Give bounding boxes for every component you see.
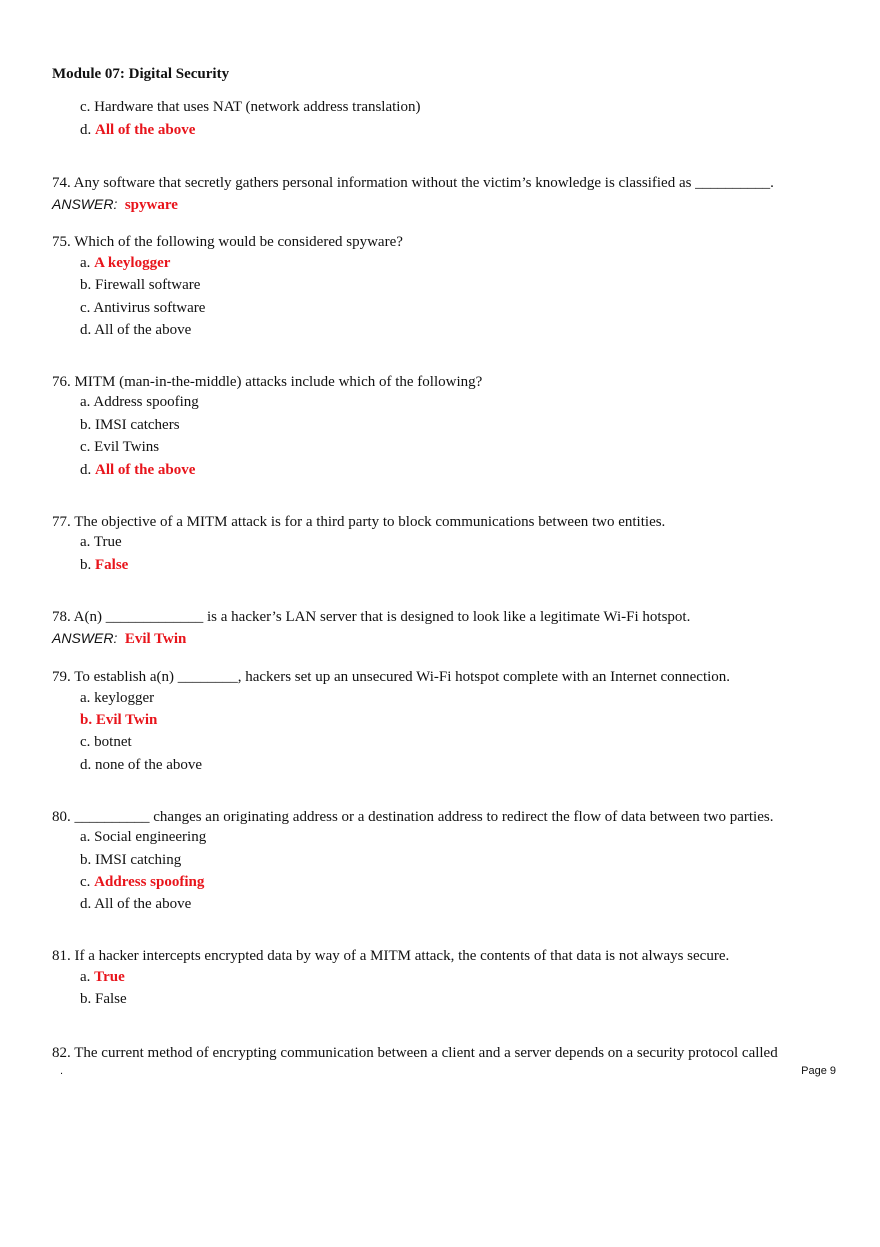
question-75: 75. Which of the following would be considered spyware? <box>52 234 403 250</box>
answer-label: ANSWER: <box>52 196 118 212</box>
question-81: 81. If a hacker intercepts encrypted data by way of a MITM attack, the contents of that data is not always secure. <box>52 948 730 964</box>
option-a <box>80 254 170 272</box>
page-header: Module 07: Digital Security <box>52 66 230 82</box>
option-text: False <box>95 991 127 1007</box>
option-b <box>80 711 157 729</box>
option-label: d. <box>80 896 92 912</box>
question-82: 82. The current method of encrypting communication between a client and a server depends on a security protocol called <box>52 1045 778 1061</box>
option-c <box>80 98 420 116</box>
option-label: b. <box>80 852 92 868</box>
option-label: d. <box>80 462 92 478</box>
option-label: d. <box>80 122 92 138</box>
correct-answer: Evil Twin <box>124 631 187 647</box>
option-label: a. <box>80 829 91 845</box>
question-76: 76. MITM (man-in-the-middle) attacks include which of the following? <box>52 374 483 390</box>
option-text: Address spoofing <box>93 394 199 410</box>
correct-answer: spyware <box>124 197 178 213</box>
option-label: b. <box>80 557 92 573</box>
correct-answer: A keylogger <box>94 255 171 271</box>
option-text: none of the above <box>95 757 203 773</box>
correct-answer: Evil Twin <box>95 712 158 728</box>
option-text: IMSI catchers <box>95 417 180 433</box>
option-c <box>80 299 205 317</box>
option-label: c. <box>80 300 91 316</box>
option-label: c. <box>80 734 91 750</box>
question-80: 80. __________ changes an originating address or a destination address to redirect the flow of data between two parties. <box>52 809 774 825</box>
option-text: All of the above <box>94 896 192 912</box>
option-label: a. <box>80 394 91 410</box>
option-d <box>80 756 202 774</box>
option-text: botnet <box>94 734 132 750</box>
option-text: Antivirus software <box>93 300 206 316</box>
option-label: b. <box>80 712 93 728</box>
option-b <box>80 990 127 1008</box>
option-d <box>80 121 195 139</box>
option-label: a. <box>80 690 91 706</box>
option-label: c. <box>80 439 91 455</box>
correct-answer: All of the above <box>95 462 196 478</box>
question-77: 77. The objective of a MITM attack is for a third party to block communications between two entities. <box>52 514 666 530</box>
footer-mark: . <box>60 1065 64 1077</box>
option-b <box>80 851 181 869</box>
answer-label: ANSWER: <box>52 630 118 646</box>
option-b <box>80 556 128 574</box>
option-b <box>80 276 200 294</box>
option-a <box>80 828 206 846</box>
option-d <box>80 895 191 913</box>
option-text: keylogger <box>94 690 155 706</box>
option-a <box>80 968 125 986</box>
correct-answer: All of the above <box>95 122 196 138</box>
option-text: Social engineering <box>94 829 207 845</box>
option-d <box>80 321 191 339</box>
option-d <box>80 461 195 479</box>
option-a <box>80 393 199 411</box>
option-c <box>80 733 132 751</box>
option-label: a. <box>80 969 91 985</box>
correct-answer: True <box>94 969 125 985</box>
option-text: Firewall software <box>95 277 201 293</box>
option-label: d. <box>80 757 92 773</box>
option-c <box>80 873 204 891</box>
option-b <box>80 416 180 434</box>
option-c <box>80 438 159 456</box>
option-label: b. <box>80 277 92 293</box>
option-text: IMSI catching <box>95 852 182 868</box>
question-74: 74. Any software that secretly gathers personal information without the victim’s knowledge is classified as __________. <box>52 175 774 191</box>
correct-answer: Address spoofing <box>94 874 205 890</box>
option-text: Hardware that uses NAT (network address translation) <box>94 99 421 115</box>
option-label: b. <box>80 991 92 1007</box>
correct-answer: False <box>95 557 129 573</box>
option-label: b. <box>80 417 92 433</box>
option-label: c. <box>80 874 91 890</box>
option-label: a. <box>80 255 91 271</box>
option-label: d. <box>80 322 92 338</box>
answer-78 <box>52 629 186 648</box>
option-text: True <box>93 534 122 550</box>
answer-74 <box>52 195 178 214</box>
option-text: Evil Twins <box>94 439 160 455</box>
question-78: 78. A(n) _____________ is a hacker’s LAN server that is designed to look like a legitimate Wi-Fi hotspot. <box>52 609 691 625</box>
option-label: a. <box>80 534 91 550</box>
option-label: c. <box>80 99 91 115</box>
question-79: 79. To establish a(n) ________, hackers set up an unsecured Wi-Fi hotspot complete with an Internet connection. <box>52 669 731 685</box>
option-a <box>80 533 122 551</box>
option-a <box>80 689 154 707</box>
page-number: Page 9 <box>801 1065 836 1077</box>
option-text: All of the above <box>94 322 192 338</box>
